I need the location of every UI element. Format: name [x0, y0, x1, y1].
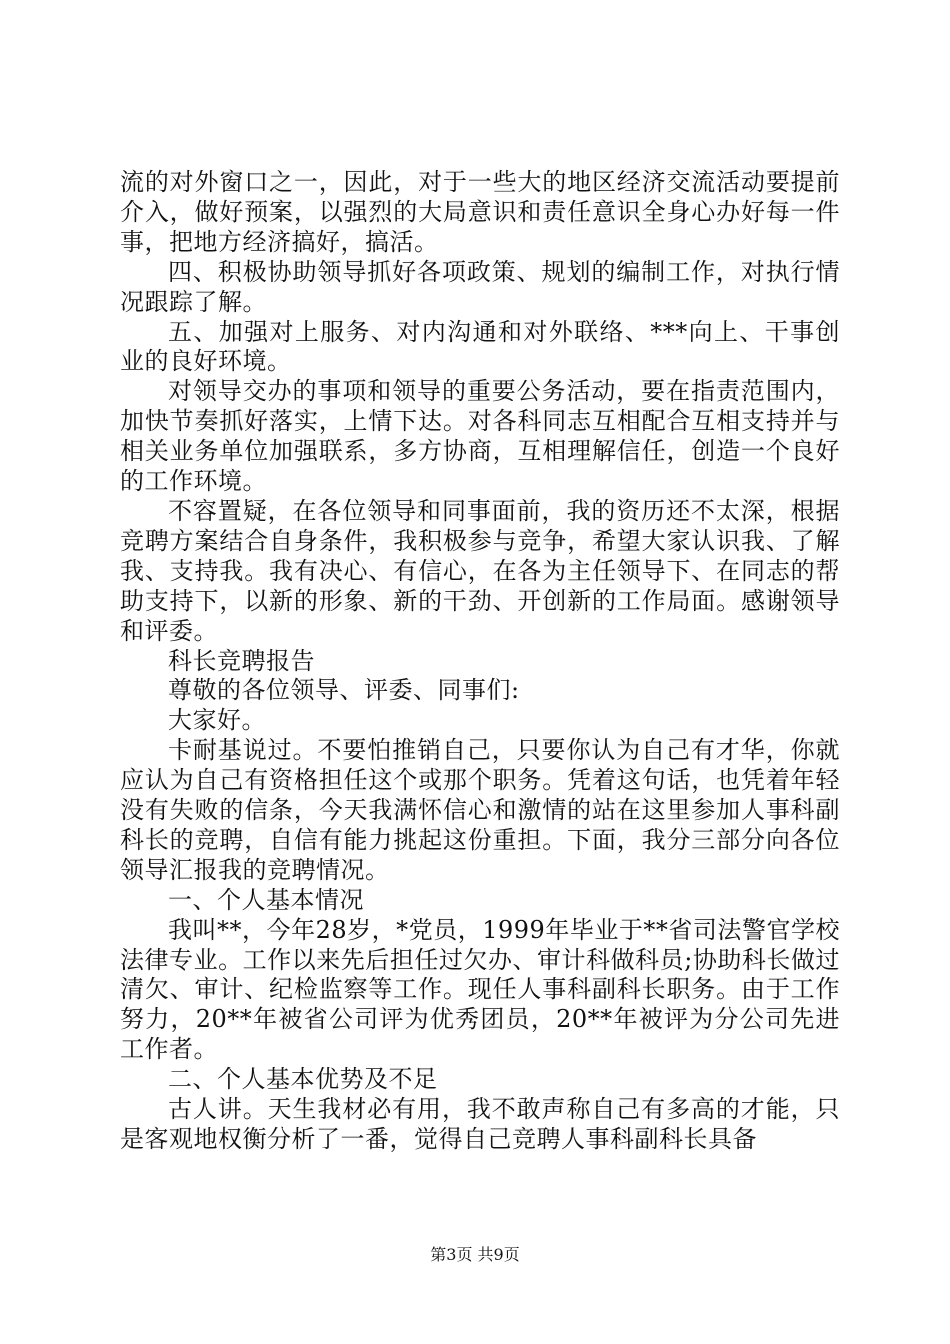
paragraph-11: 我叫**，今年28岁，*党员，1999年毕业于**省司法警官学校法律专业。工作以来先后担任过欠办、审计科做科员;协助科长做过清欠、审计、纪检监察等工作。现任人事科副科长职务。由于工作努力，20**年被省公司评为优秀团员，20**年被评为分公司先进工作者。 [120, 915, 840, 1064]
document-body [120, 168, 840, 1155]
greeting: 大家好。 [168, 706, 266, 735]
heading-strengths: 二、个人基本优势及不足 [168, 1065, 438, 1094]
paragraph-4: 对领导交办的事项和领导的重要公务活动，要在指责范围内，加快节奏抓好落实，上情下达。对各科同志互相配合互相支持并与相关业务单位加强联系，多方协商，互相理解信任，创造一个良好的工作环境。 [120, 377, 840, 496]
heading-basic-info: 一、个人基本情况 [168, 885, 364, 914]
salutation: 尊敬的各位领导、评委、同事们: [168, 676, 520, 705]
paragraph-2: 四、积极协助领导抓好各项政策、规划的编制工作，对执行情况跟踪了解。 [120, 257, 840, 316]
paragraph-13: 古人讲。天生我材必有用，我不敢声称自己有多高的才能，只是客观地权衡分析了一番，觉得自己竞聘人事科副科长具备 [120, 1095, 840, 1153]
page-footer: 第3页 共9页 [430, 1245, 520, 1264]
paragraph-9: 卡耐基说过。不要怕推销自己，只要你认为自己有才华，你就应认为自己有资格担任这个或那个职务。凭着这句话，也凭着年轻没有失败的信条，今天我满怀信心和激情的站在这里参加人事科副科长的竞聘，自信有能力挑起这份重担。下面，我分三部分向各位领导汇报我的竞聘情况。 [120, 736, 840, 884]
paragraph-3: 五、加强对上服务、对内沟通和对外联络、***向上、干事创业的良好环境。 [120, 317, 840, 376]
paragraph-1: 流的对外窗口之一，因此，对于一些大的地区经济交流活动要提前介入，做好预案，以强烈的大局意识和责任意识全身心办好每一件事，把地方经济搞好，搞活。 [120, 168, 840, 256]
paragraph-5: 不容置疑，在各位领导和同事面前，我的资历还不太深，根据竞聘方案结合自身条件，我积极参与竞争，希望大家认识我、了解我、支持我。我有决心、有信心，在各为主任领导下、在同志的帮助支持下，以新的形象、新的干劲、开创新的工作局面。感谢领导和评委。 [120, 496, 840, 645]
section-title: 科长竞聘报告 [168, 646, 315, 675]
